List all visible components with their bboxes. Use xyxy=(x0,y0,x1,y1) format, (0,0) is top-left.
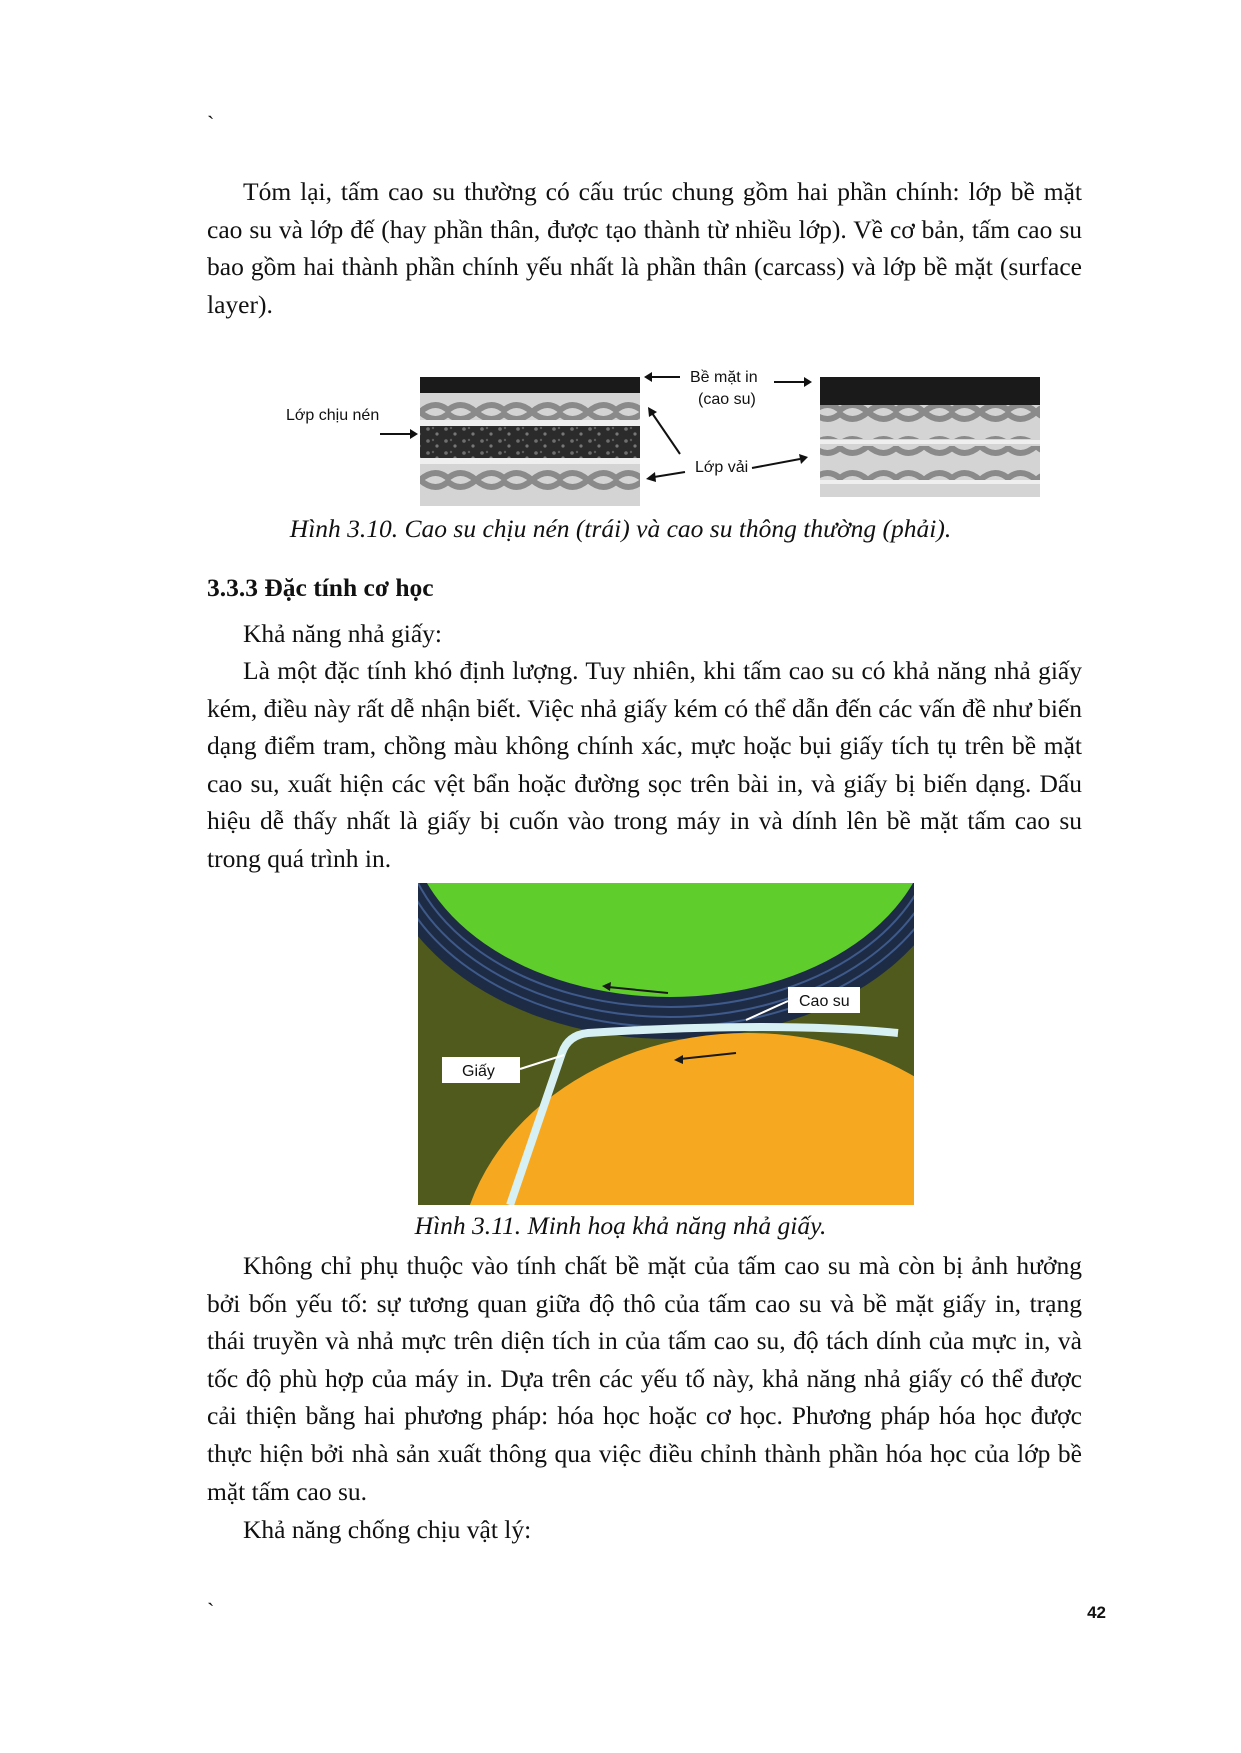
influencing-factors-paragraph: Không chỉ phụ thuộc vào tính chất bề mặt của tấm cao su mà còn bị ảnh hưởng bởi bốn yếu tố: sự tương quan giữa độ thô của tấm cao su và bề mặt giấy in, trạng thái truyền và nhả mực trên diện tích in của tấm cao su, độ tách dính của mực in, và tốc độ phù hợp của máy in. Dựa trên các yếu tố này, khả năng nhả giấy có thể được cải thiện bằng hai phương pháp: hóa học hoặc cơ học. Phương pháp hóa học được thực hiện bởi nhà sản xuất thông qua việc điều chỉnh thành phần hóa học của lớp bề mặt tấm cao su. xyxy=(207,1251,1082,1506)
figure-3-10-caption: Hình 3.10. Cao su chịu nén (trái) và cao su thông thường (phải). xyxy=(289,514,952,543)
paper-label: Giấy xyxy=(462,1063,495,1080)
figure-3-11-paper-release-illustration xyxy=(418,883,914,1205)
bottom-page-mark: ` xyxy=(207,1598,215,1623)
arrow-right-icon xyxy=(410,429,418,439)
paper-release-paragraph: Là một đặc tính khó định lượng. Tuy nhiên, khi tấm cao su có khả năng nhả giấy kém, điều này rất dễ nhận biết. Việc nhả giấy kém có thể dẫn đến các vấn đề như biến dạng điểm tram, chồng màu không chính xác, mực hoặc bụi giấy tích tụ trên bề mặt cao su, xuất hiện các vệt bẩn hoặc đường sọc trên bài in, và giấy bị biến dạng. Dấu hiệu dễ thấy nhất là giấy bị cuốn vào trong máy in và dính lên bề mặt tấm cao su trong quá trình in. xyxy=(207,656,1082,873)
page-number: 42 xyxy=(1087,1603,1106,1622)
fabric-layer-label: Lớp vải xyxy=(695,459,749,476)
blanket-label: Cao su xyxy=(799,993,850,1010)
intro-paragraph: Tóm lại, tấm cao su thường có cấu trúc chung gồm hai phần chính: lớp bề mặt cao su và lớp đế (hay phần thân, được tạo thành từ nhiều lớp). Về cơ bản, tấm cao su bao gồm hai thành phần chính yếu nhất là phần thân (carcass) và lớp bề mặt (surface layer). xyxy=(207,177,1082,319)
print-surface-label: Bề mặt in xyxy=(690,369,758,386)
arrow-left-icon xyxy=(646,472,656,482)
top-page-mark: ` xyxy=(207,111,215,136)
figure-3-10-blanket-diagram xyxy=(280,366,1050,506)
compressible-layer-label: Lớp chịu nén xyxy=(286,407,380,424)
arrow-right-icon xyxy=(804,377,812,387)
compressible-blanket-illustration xyxy=(420,377,640,506)
section-heading: 3.3.3 Đặc tính cơ học xyxy=(207,573,434,602)
print-surface-sublabel: (cao su) xyxy=(698,391,756,408)
physical-resistance-label: Khả năng chống chịu vật lý: xyxy=(243,1515,532,1544)
arrow-right-icon xyxy=(799,454,808,464)
conventional-blanket-illustration xyxy=(820,377,1040,497)
figure-3-11-caption: Hình 3.11. Minh hoạ khả năng nhả giấy. xyxy=(414,1211,827,1240)
arrow-left-icon xyxy=(644,372,652,382)
paper-release-label: Khả năng nhả giấy: xyxy=(243,619,442,648)
